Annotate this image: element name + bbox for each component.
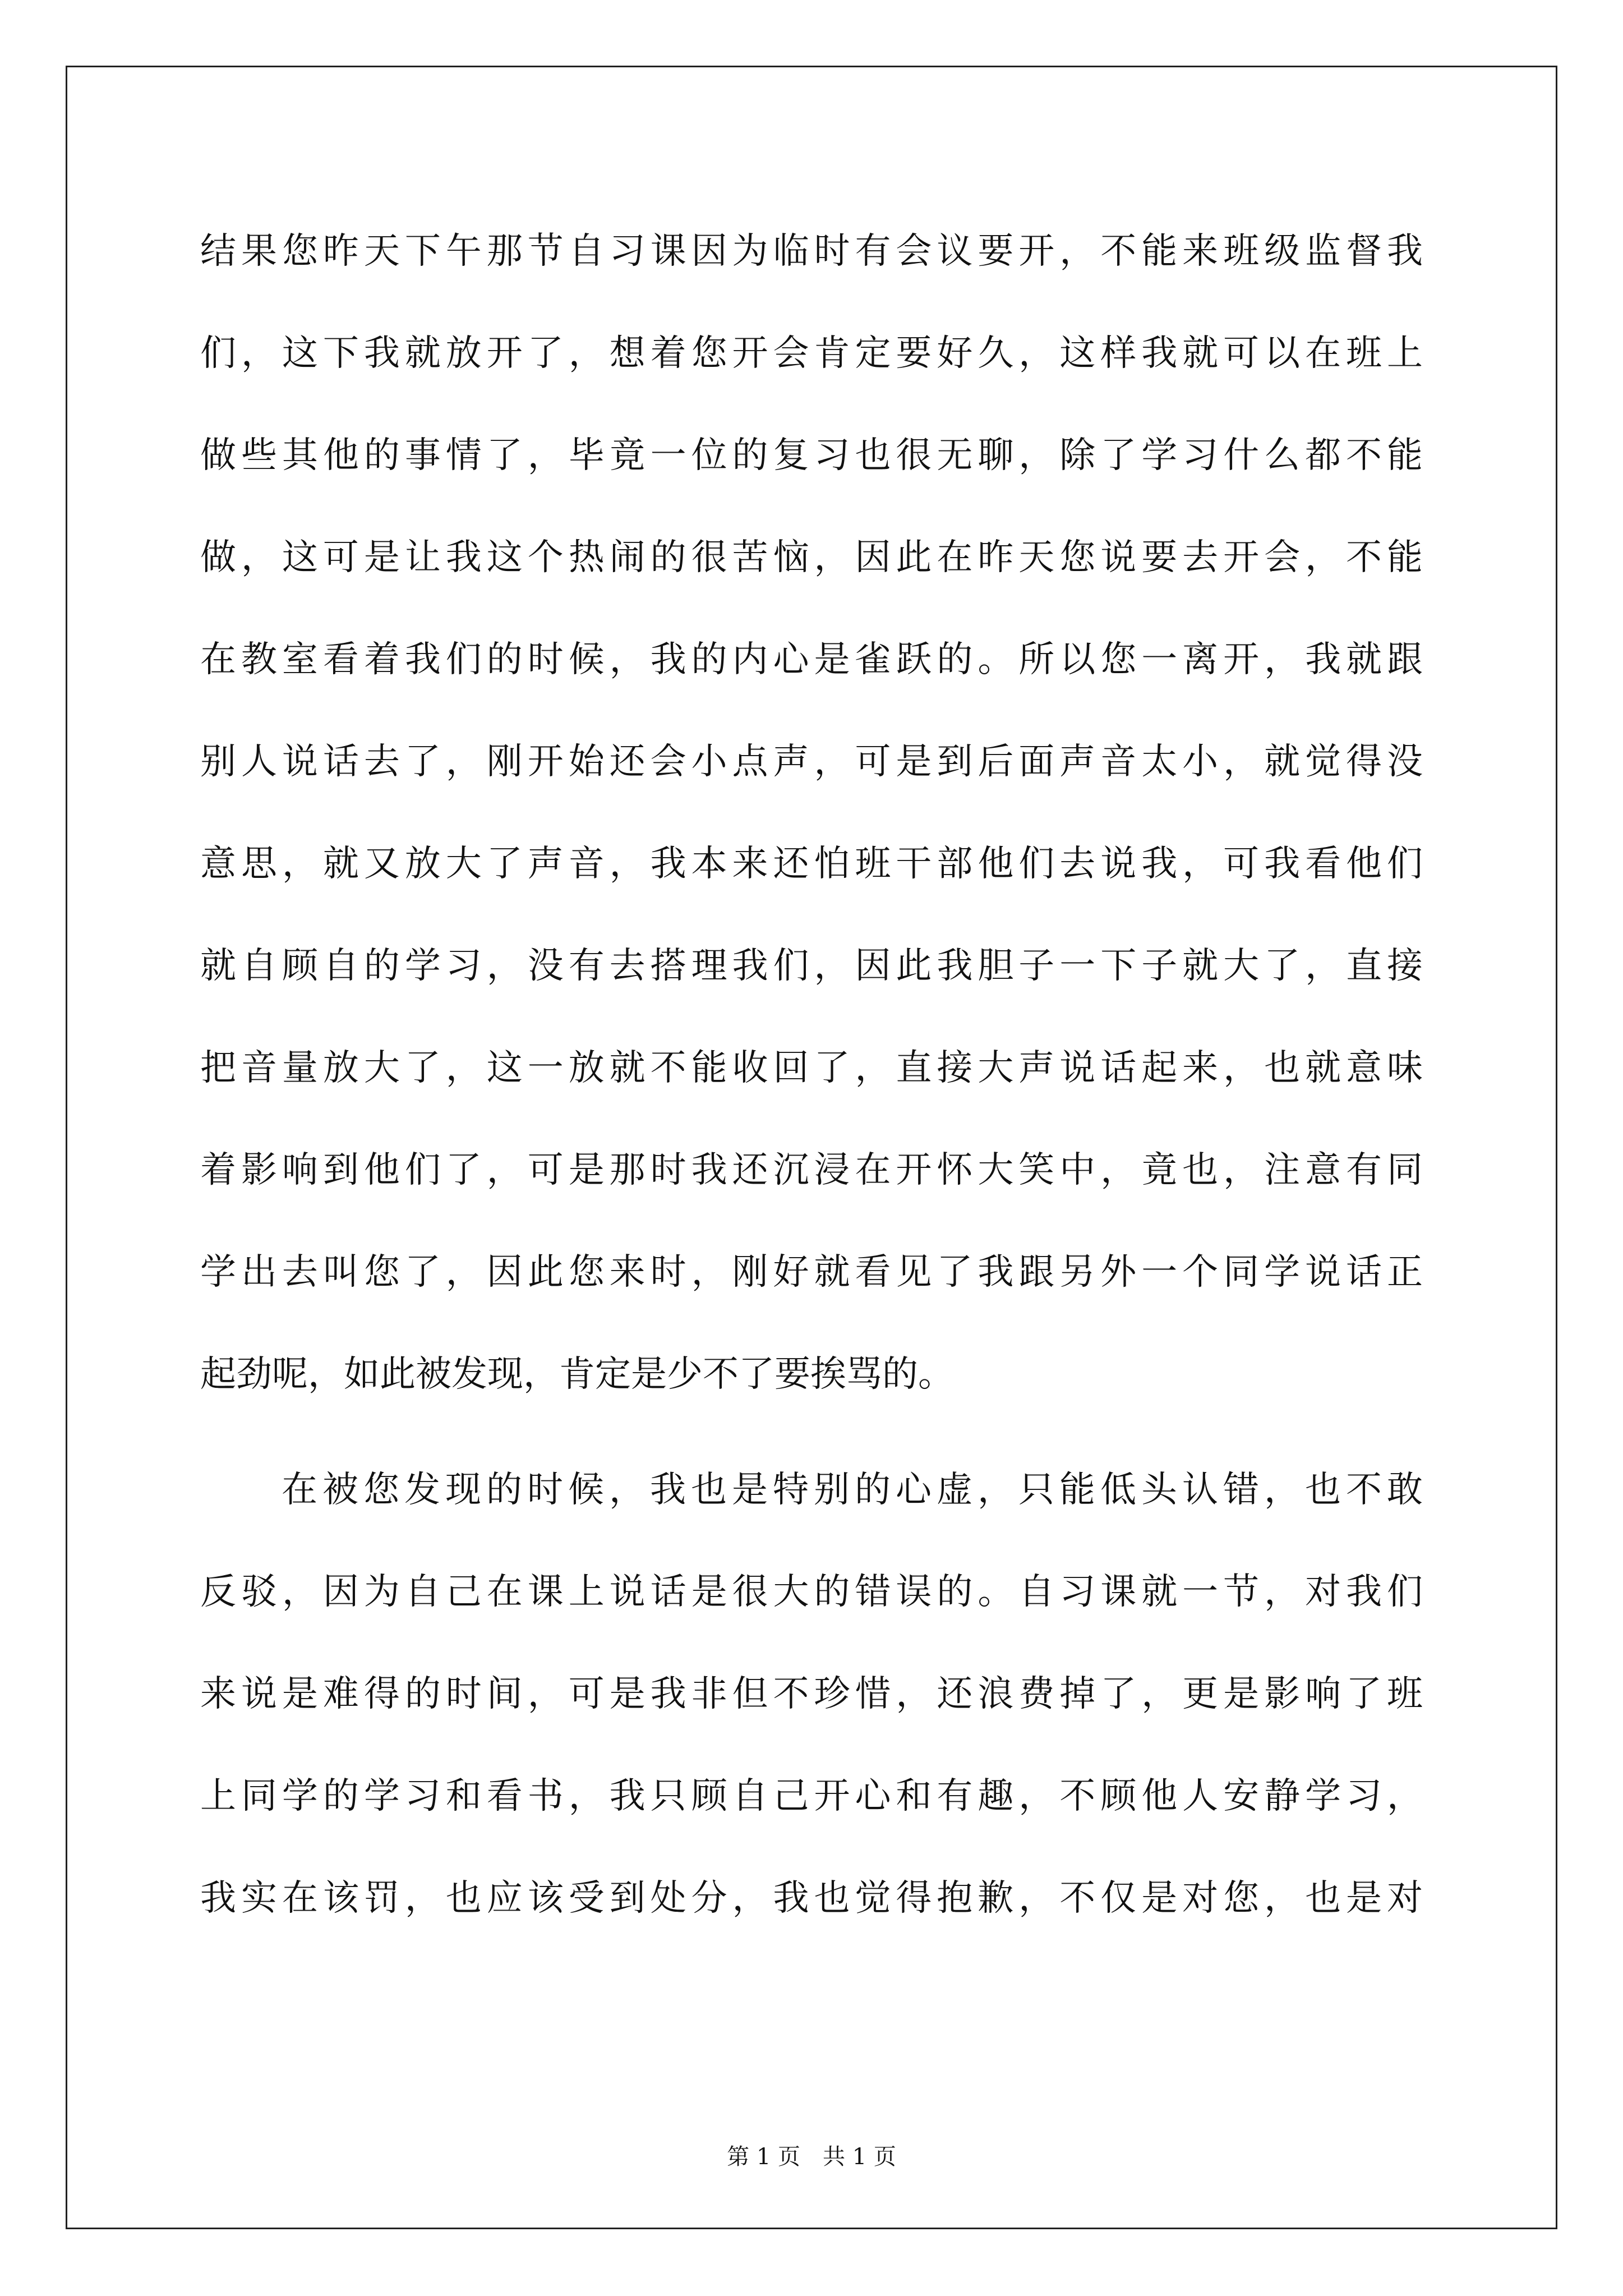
paragraph-1-line-11: 学出去叫您了，因此您来时，刚好就看见了我跟另外一个同学说话正 <box>200 1251 1423 1293</box>
paragraph-2-line-3: 来说是难得的时间，可是我非但不珍惜，还浪费掉了，更是影响了班 <box>200 1673 1423 1715</box>
paragraph-1-line-9: 把音量放大了，这一放就不能收回了，直接大声说话起来，也就意味 <box>200 1047 1423 1089</box>
paragraph-2-line-2: 反驳，因为自己在课上说话是很大的错误的。自习课就一节，对我们 <box>200 1571 1423 1613</box>
paragraph-1-line-3: 做些其他的事情了，毕竟一位的复习也很无聊，除了学习什么都不能 <box>200 435 1423 476</box>
paragraph-1-line-8: 就自顾自的学习，没有去搭理我们，因此我胆子一下子就大了，直接 <box>200 945 1423 987</box>
paragraph-1-line-6: 别人说话去了，刚开始还会小点声，可是到后面声音太小，就觉得没 <box>200 741 1423 783</box>
paragraph-1-line-1: 结果您昨天下午那节自习课因为临时有会议要开，不能来班级监督我 <box>200 231 1423 272</box>
paragraph-2-line-4: 上同学的学习和看书，我只顾自己开心和有趣，不顾他人安静学习， <box>200 1775 1423 1817</box>
page-footer: 第 1 页 共 1 页 <box>727 2144 896 2170</box>
paragraph-1-line-7: 意思，就又放大了声音，我本来还怕班干部他们去说我，可我看他们 <box>200 843 1423 885</box>
paragraph-2-line-5: 我实在该罚，也应该受到处分，我也觉得抱歉，不仅是对您，也是对 <box>200 1878 1423 1919</box>
paragraph-1-line-10: 着影响到他们了，可是那时我还沉浸在开怀大笑中，竟也，注意有同 <box>200 1149 1423 1191</box>
paragraph-1-line-12: 起劲呢，如此被发现，肯定是少不了要挨骂的。 <box>200 1354 954 1395</box>
paragraph-1-line-5: 在教室看着我们的时候，我的内心是雀跃的。所以您一离开，我就跟 <box>200 639 1423 680</box>
paragraph-1-line-4: 做，这可是让我这个热闹的很苦恼，因此在昨天您说要去开会，不能 <box>200 537 1423 578</box>
paragraph-2-line-1: 在被您发现的时候，我也是特别的心虚，只能低头认错，也不敢 <box>282 1469 1423 1511</box>
paragraph-1-line-2: 们，这下我就放开了，想着您开会肯定要好久，这样我就可以在班上 <box>200 333 1423 374</box>
